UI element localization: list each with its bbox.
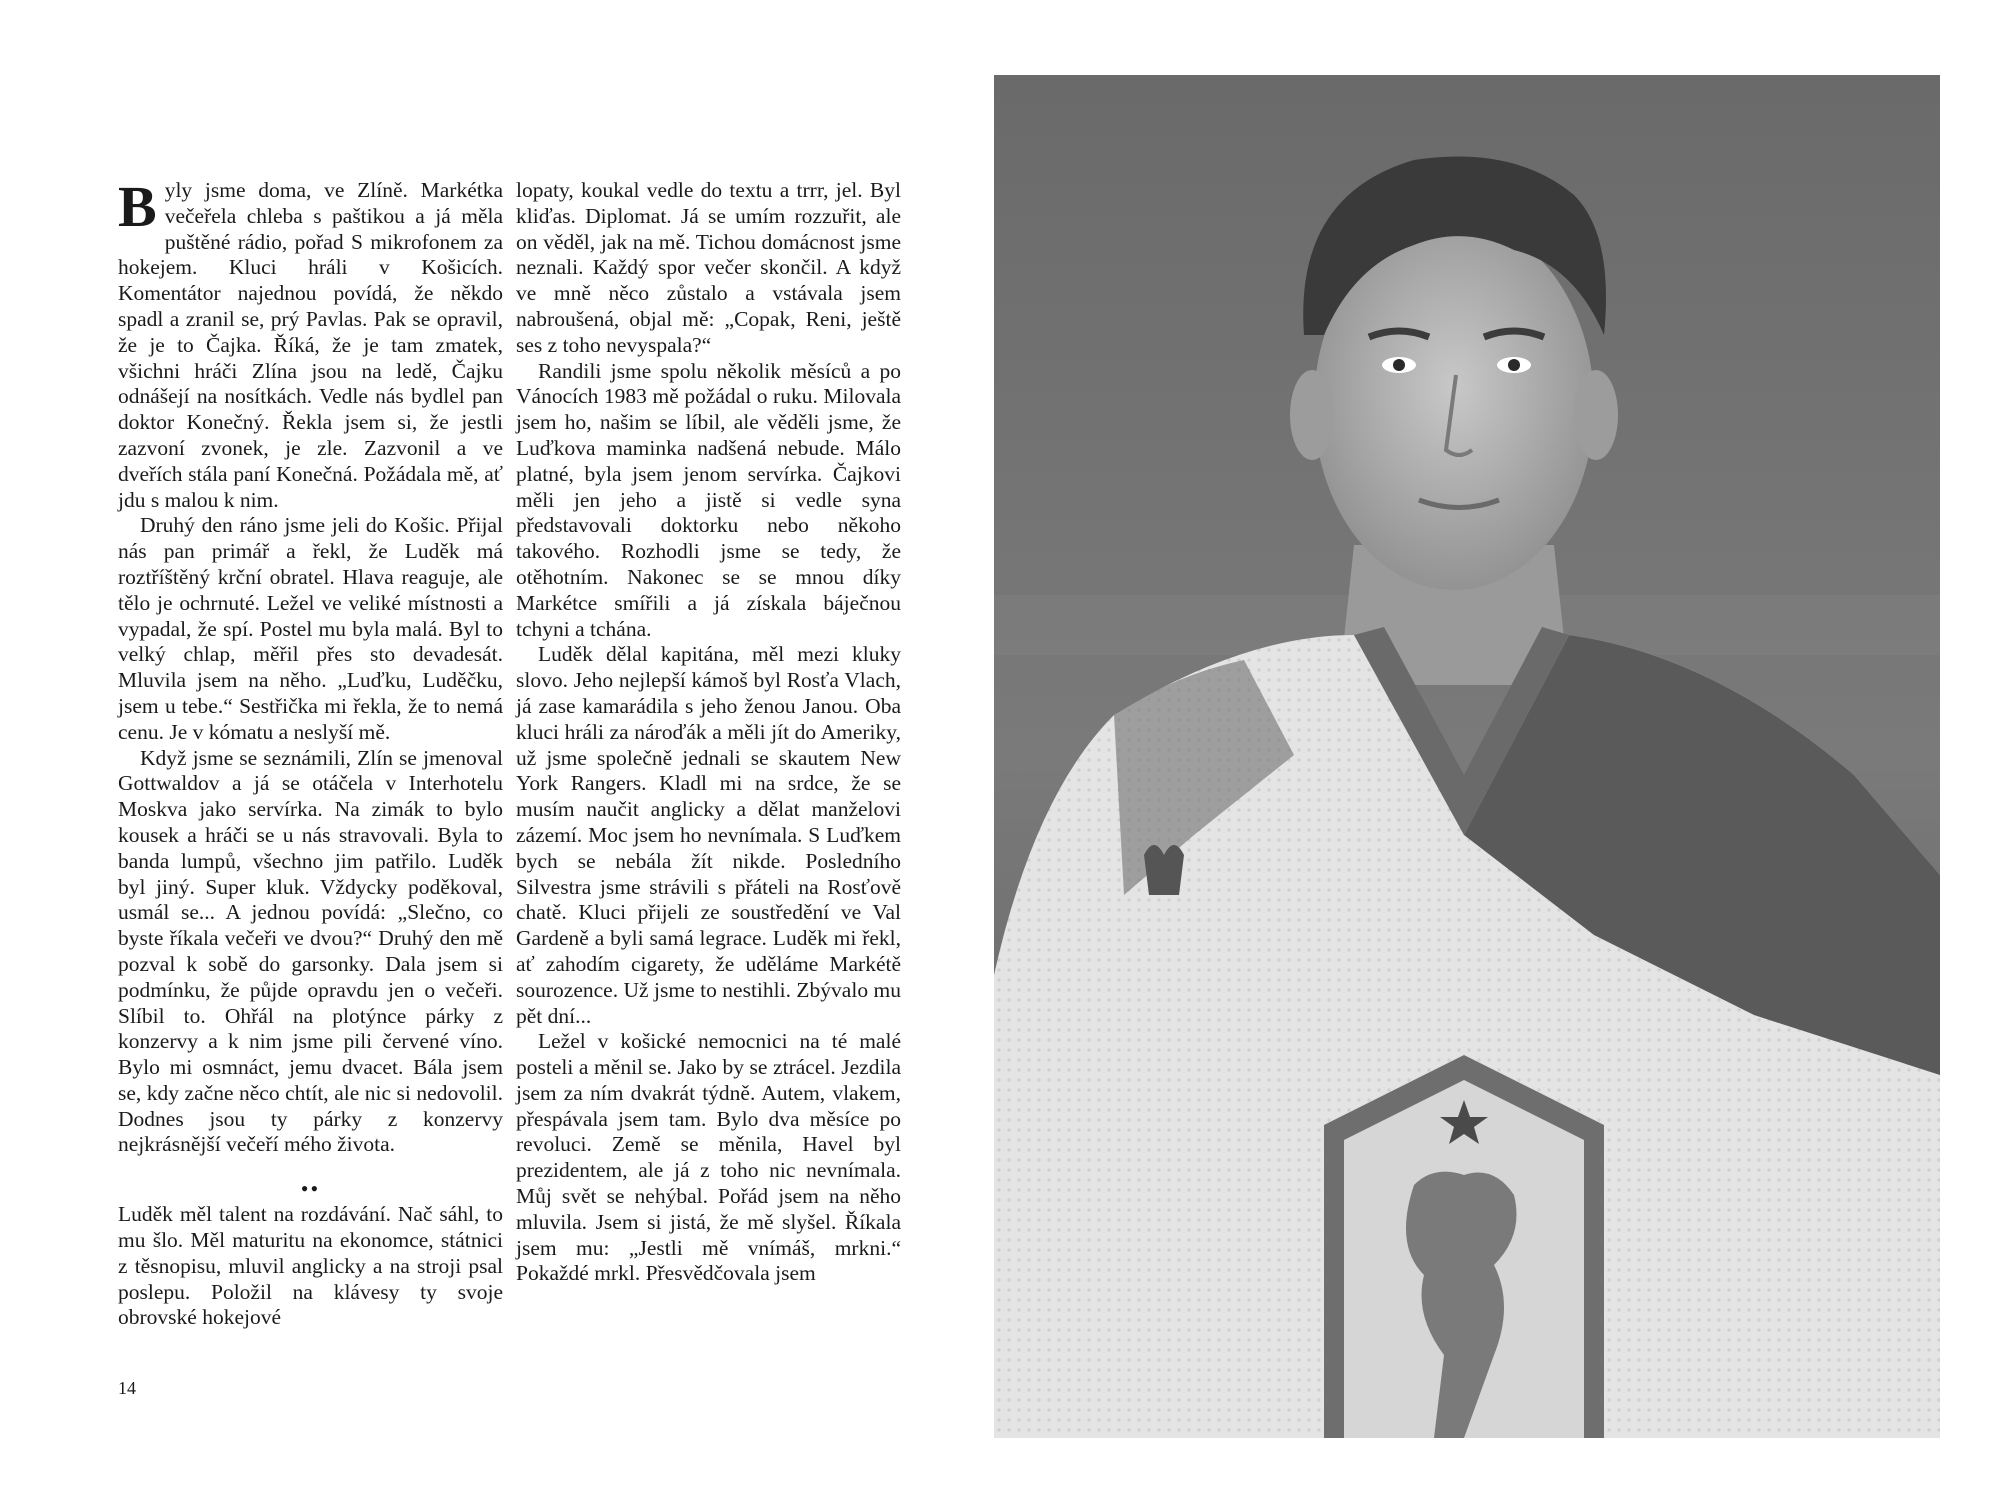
page-number: 14 — [118, 1378, 136, 1398]
paragraph-8: Ležel v košické nemocnici na té malé posteli a měnil se. Jako by se ztrácel. Jezdila jsem za ním dvakrát týdně. Autem, vlakem, přespávala jsem tam. Bylo dva měsíce po revoluci. Země se měnila, Havel byl prezidentem, ale já z toho nic nevnímala. Můj svět se nehýbal. Pořád jsem na něho mluvila. Jsem si jistá, že mě slyšel. Říkala jsem mu: „Jestli mě vnímáš, mrkni.“ Pokaždé mrkl. Přesvědčovala jsem — [516, 1029, 901, 1286]
paragraph-7: Luděk dělal kapitána, měl mezi kluky slovo. Jeho nejlepší kámoš byl Rosťa Vlach, já zase kamarádila s jeho ženou Janou. Oba kluci hráli za nároďák a měli jít do Ameriky, už jsme společně jednali se skautem New York Rangers. Kladl mi na srdce, že se musím naučit anglicky a dělat manželovi zázemí. Moc jsem ho nevnímala. S Luďkem bych se nebála žít nikde. Posledního Silvestra jsme strávili s přáteli na Rosťově chatě. Kluci přijeli ze soustředění ve Val Gardeně a byli samá legrace. Luděk mi řekl, ať zahodím cigarety, že uděláme Markétě sourozence. Už jsme to nestihli. Zbývalo mu pět dní... — [516, 642, 901, 1028]
paragraph-3: Když jsme se seznámili, Zlín se jmenoval Gottwaldov a já se otáčela v Interhotelu Moskva jako servírka. Na zimák to bylo kousek a hráči se u nás stravovali. Byla to banda lumpů, všechno jim patřilo. Luděk byl jiný. Super kluk. Vždycky poděkoval, usmál se... A jednou povídá: „Slečno, co byste říkala večeři ve dvou?“ Druhý den mě pozval k sobě do garsonky. Dala jsem si podmínku, že půjde opravdu jen o večeři. Slíbil to. Ohřál na plotýnce párky z konzervy a k nim jsme pili červené víno. Bylo mi osmnáct, jemu dvacet. Bála jsem se, kdy začne něco chtít, ale nic si nedovolil. Dodnes jsou ty párky z konzervy nejkrásnější večeří mého života. — [118, 745, 503, 1157]
paragraph-5: lopaty, koukal vedle do textu a trrr, jel. Byl kliďas. Diplomat. Já se umím rozzuřit, ale on věděl, jak na mě. Tichou domácnost jsme neznali. Každý spor večer skončil. A když ve mně něco zůstalo a vstávala jsem nabroušená, objal mě: „Copak, Reni, ještě ses z toho nevyspala?“ — [516, 178, 901, 357]
paragraph-6: Randili jsme spolu několik měsíců a po Vánocích 1983 mě požádal o ruku. Milovala jsem ho, našim se líbil, ale věděli jsme, že Luďkova maminka nadšená nebude. Málo platné, byla jsem jenom servírka. Čajkovi měli jen jeho a jistě si vedle syna představovali doktorku nebo někoho takového. Rozhodli jsme se tedy, že otěhotním. Nakonec se se mnou díky Markétce smířili a já získala báječnou tchyni a tchána. — [516, 358, 901, 641]
paragraph-4: Luděk měl talent na rozdávání. Nač sáhl, to mu šlo. Měl maturitu na ekonomce, státnici z těsnopisu, mluvil anglicky a na stroji psal poslepu. Položil na klávesy ty svoje obrovské hokejové — [118, 1202, 503, 1330]
section-separator: •• — [300, 1176, 321, 1202]
right-text-column — [516, 178, 901, 1287]
left-text-column — [118, 174, 503, 1331]
photo-illustration — [994, 75, 1940, 1438]
paragraph-2: Druhý den ráno jsme jeli do Košic. Přijal nás pan primář a řekl, že Luděk má roztříštěný krční obratel. Hlava reaguje, ale tělo je ochrnuté. Ležel ve veliké místnosti a vypadal, že spí. Postel mu byla malá. Byl to velký chlap, měřil přes sto devadesát. Mluvila jsem na něho. „Luďku, Luděčku, jsem u tebe.“ Sestřička mi řekla, že to nemá cenu. Je v kómatu a neslyší mě. — [118, 513, 503, 744]
drop-cap: B — [118, 174, 157, 239]
hockey-player-photo — [994, 75, 1940, 1438]
paragraph-1: Byly jsme doma, ve Zlíně. Markétka večeřela chleba s paštikou a já měla puštěné rádio, pořad S mikrofonem za hokejem. Kluci hráli v Košicích. Komentátor najednou povídá, že někdo spadl a zranil se, prý Pavlas. Pak se opravil, že je to Čajka. Říká, že je tam zmatek, všichni hráči Zlína jsou na ledě, Čajku odnášejí na nosítkách. Vedle nás bydlel pan doktor Konečný. Řekla jsem si, že jestli zazvoní zvonek, je zle. Zazvonil a ve dveřích stála paní Konečná. Požádala mě, ať jdu s malou k nim. — [118, 174, 503, 512]
